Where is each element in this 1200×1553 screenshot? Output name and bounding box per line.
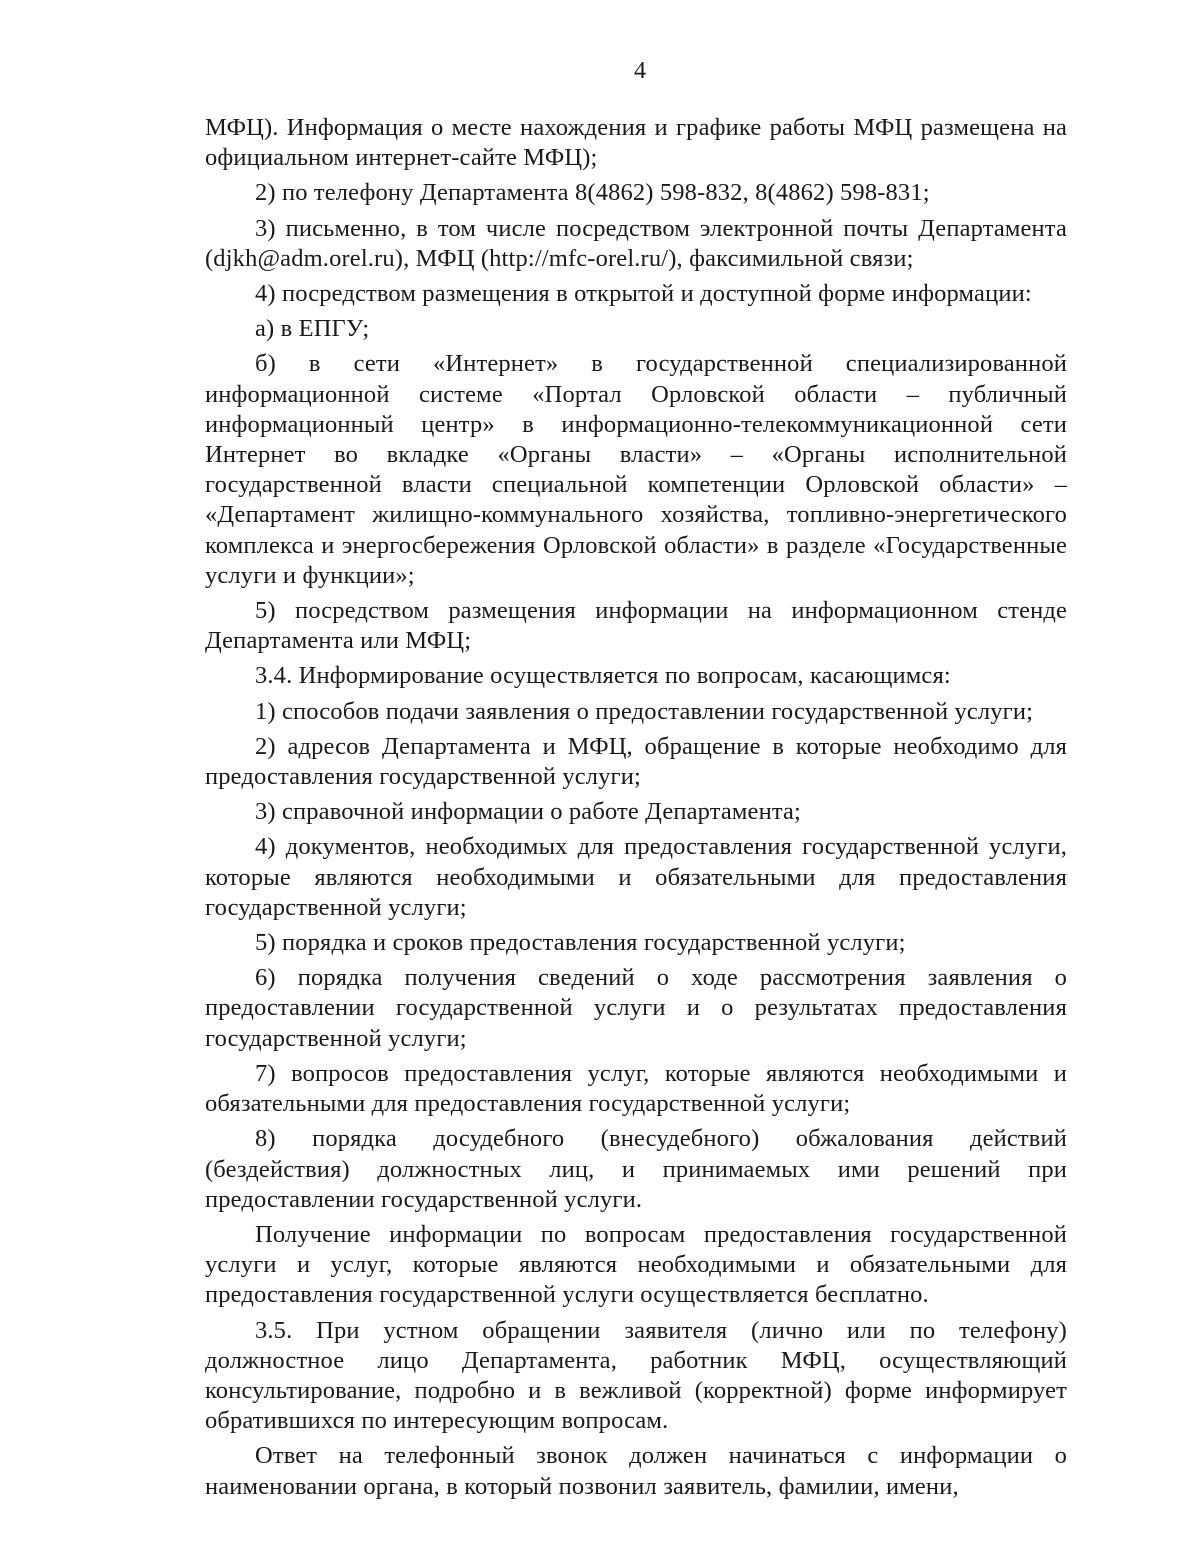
paragraph-stand: 5) посредством размещения информации на информационном стенде Департамента или МФЦ; [205,597,1067,655]
paragraph-item-1: 1) способов подачи заявления о предоставлении государственной услуги; [255,697,1034,725]
paragraph-item-2: 2) адресов Департамента и МФЦ, обращение в которые необходимо для предоставления государственной услуги; [205,732,1067,791]
paragraph-item-6: 6) порядка получения сведений о ходе рассмотрения заявления о предоставлении государственной услуги и о результатах предоставления государственной услуги; [205,964,1067,1052]
paragraph-publication: 4) посредством размещения в открытой и доступной форме информации: [255,280,1032,308]
paragraph-free-info: Получение информации по вопросам предоставления государственной услуги и услуг, которые являются необходимыми и обязательными для предоставления государственной услуги осуществляется бесплатно. [205,1220,1067,1309]
paragraph-item-4: 4) документов, необходимых для предоставления государственной услуги, которые являются необходимыми и обязательными для предоставления государственной услуги; [205,833,1067,921]
paragraph-epgu: а) в ЕПГУ; [255,315,370,343]
document-body [205,113,1067,1507]
paragraph-continuation: МФЦ). Информация о месте нахождения и графике работы МФЦ размещена на официальном интернет-сайте МФЦ); [205,114,1067,172]
paragraph-item-5: 5) порядка и сроков предоставления государственной услуги; [255,929,906,957]
paragraph-section-3-4: 3.4. Информирование осуществляется по вопросам, касающимся: [255,662,951,690]
paragraph-item-3: 3) справочной информации о работе Департамента; [255,798,801,826]
paragraph-phone-answer: Ответ на телефонный звонок должен начинаться с информации о наименовании органа, в который позвонил заявитель, фамилии, имени, [205,1442,1067,1500]
paragraph-internet: б) в сети «Интернет» в государственной специализированной информационной системе «Портал Орловской области – публичный информационный центр» в информационно-телекоммуникационной сети Интернет во вкладке «Органы власти» – «Органы исполнительной государственной власти специальной компетенции Орловской области» – «Департамент жилищно-коммунального хозяйства, топливно-энергетического комплекса и энергосбережения Орловской области» в разделе «Государственные услуги и функции»; [205,350,1067,589]
paragraph-item-7: 7) вопросов предоставления услуг, которые являются необходимыми и обязательными для предоставления государственной услуги; [205,1059,1067,1118]
paragraph-section-3-5: 3.5. При устном обращении заявителя (лично или по телефону) должностное лицо Департамента, работник МФЦ, осуществляющий консультирование, подробно и в вежливой (корректной) форме информирует обратившихся по интересующим вопросам. [205,1316,1067,1435]
paragraph-phone: 2) по телефону Департамента 8(4862) 598-832, 8(4862) 598-831; [255,179,930,207]
page-number: 4 [634,58,646,84]
paragraph-item-8: 8) порядка досудебного (внесудебного) обжалования действий (бездействия) должностных лиц, и принимаемых ими решений при предоставлении государственной услуги. [205,1125,1067,1213]
paragraph-written: 3) письменно, в том числе посредством электронной почты Департамента (djkh@adm.orel.ru), МФЦ (http://mfc-orel.ru/), факсимильной связи; [205,214,1067,272]
